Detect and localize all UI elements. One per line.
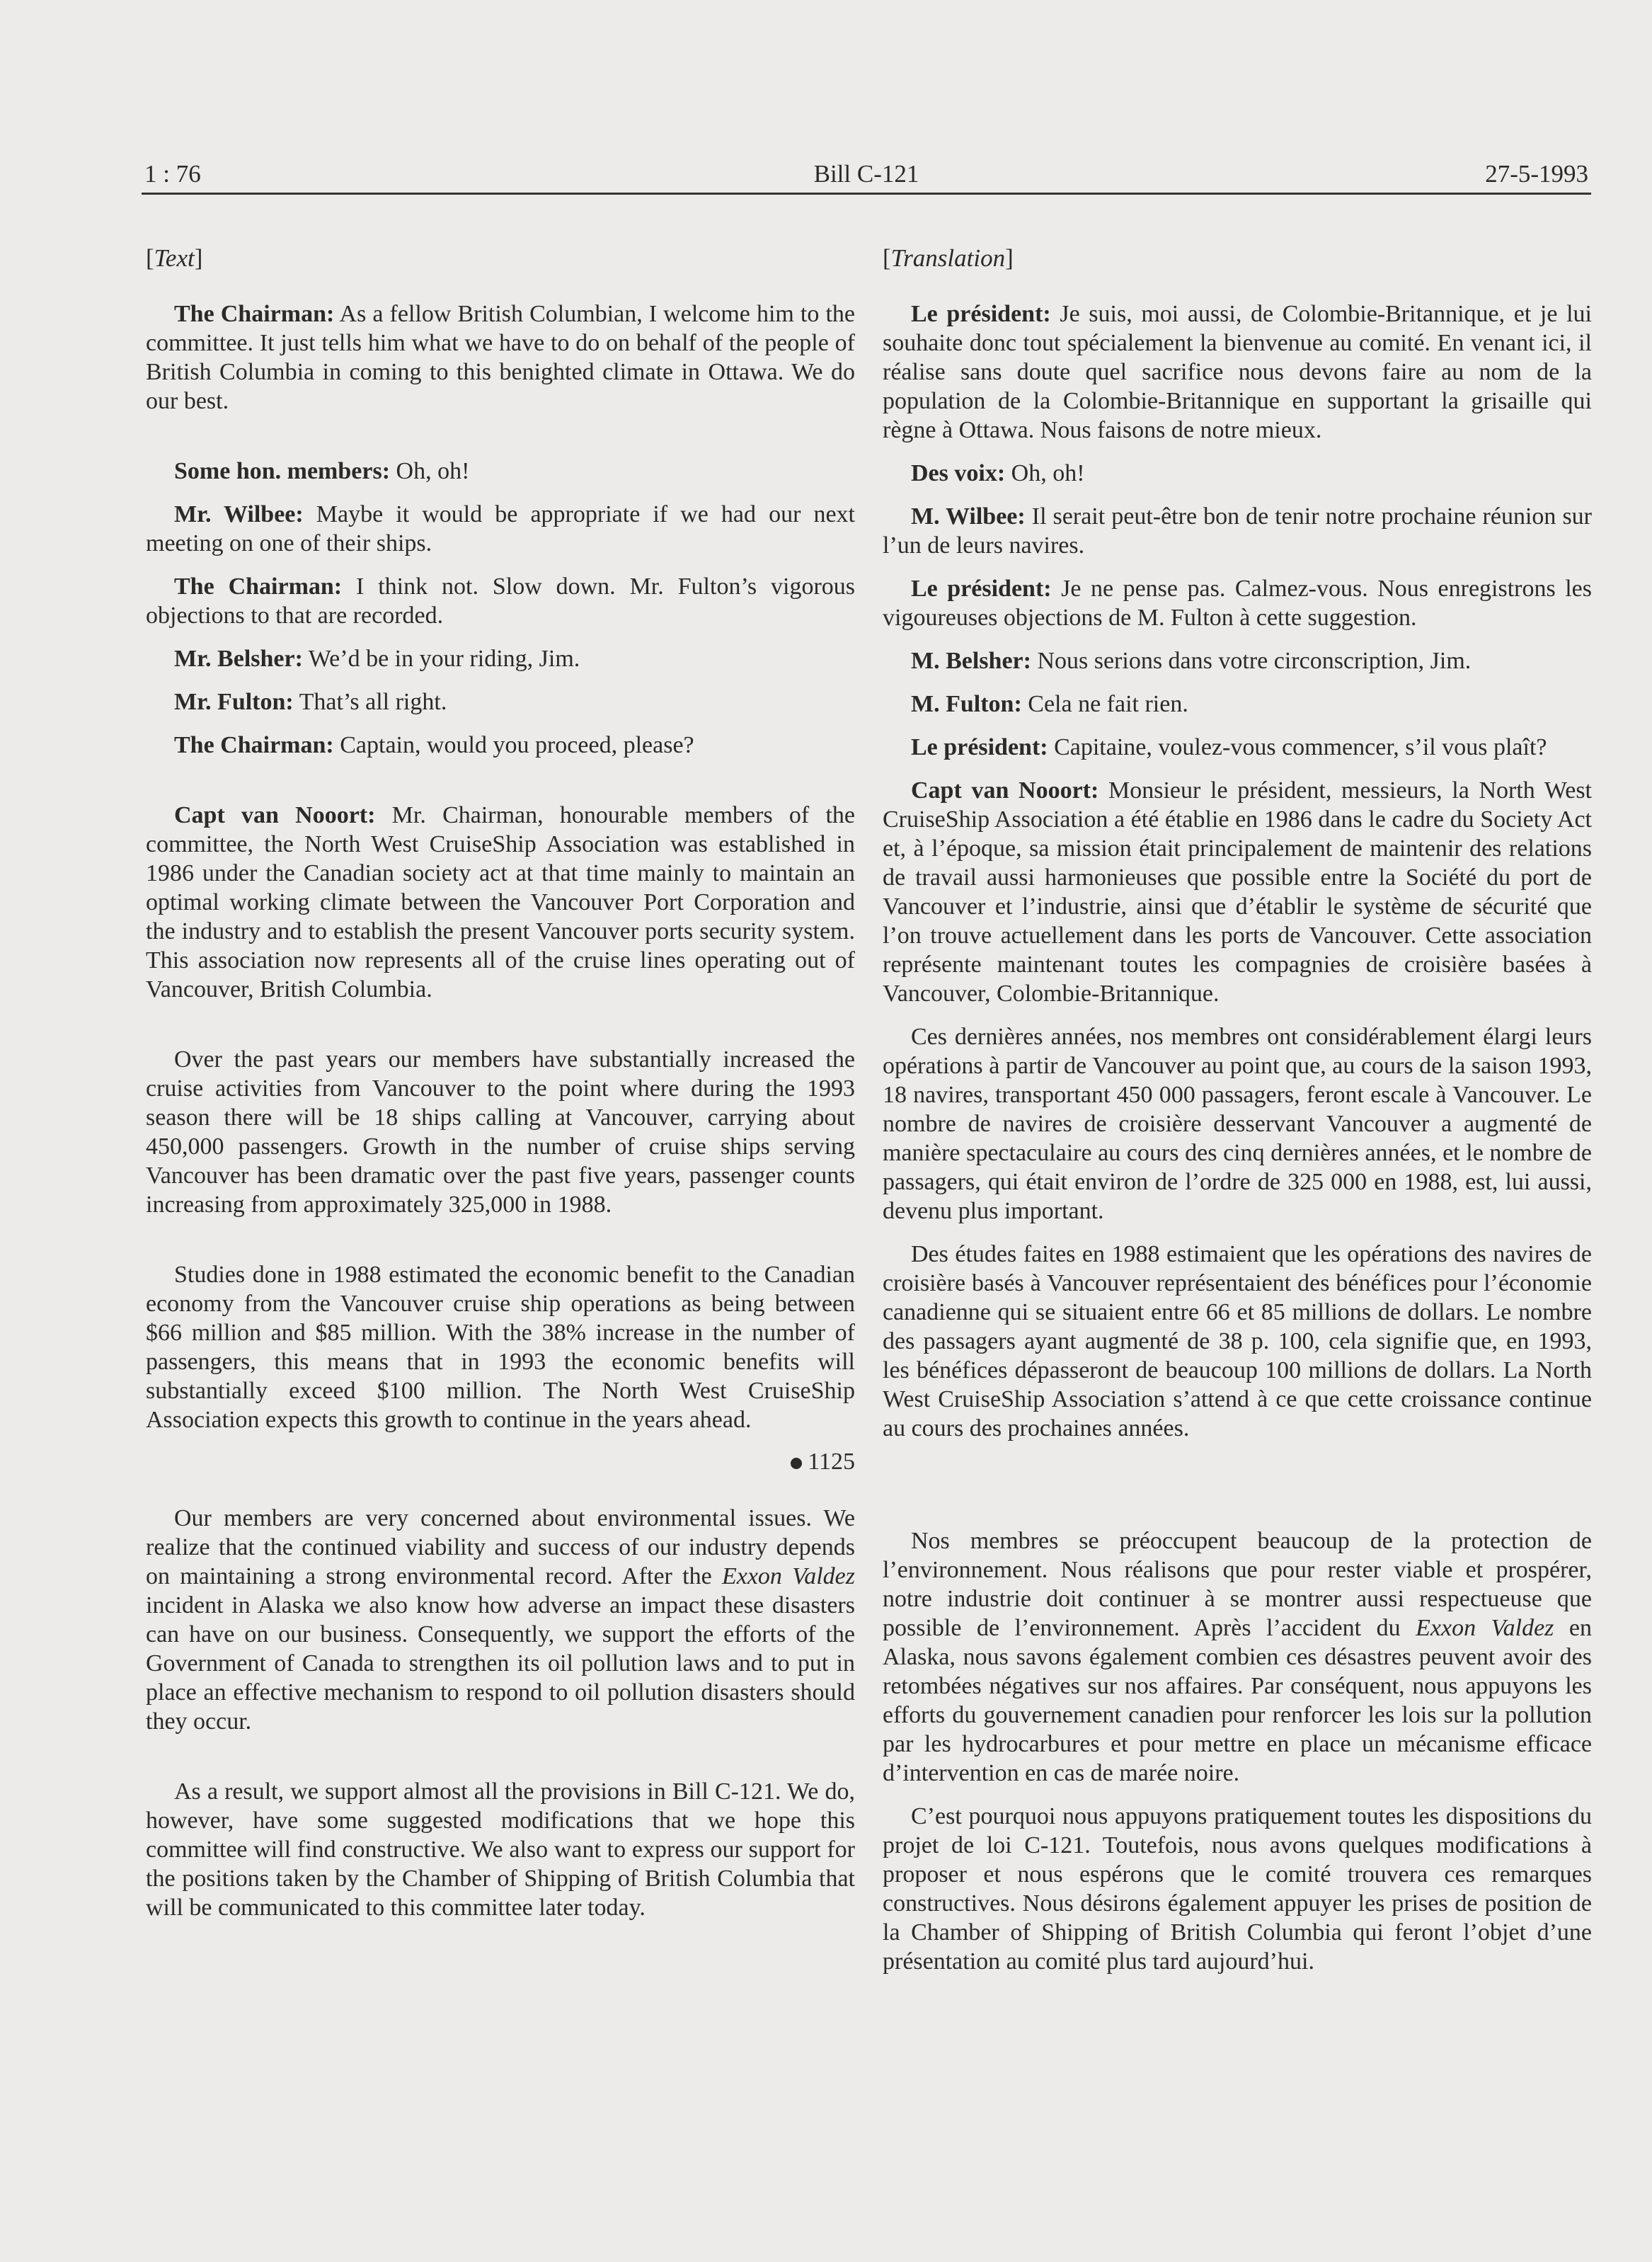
speaker-name: M. Belsher: xyxy=(911,648,1031,674)
speaker-name: Le président: xyxy=(911,301,1051,327)
speaker-name: Mr. Wilbee: xyxy=(174,501,304,527)
french-paragraph: Nos membres se préoccupent beaucoup de la protection de l’environnement. Nous réalisons que pour rester viable et prospérer, notre industrie doit continuer à se montrer aussi respectueuse que possible de l’environnement. Après l’accident du Exxon Valdez en Alaska, nous savons également combien ces désastres peuvent avoir des retombées négatives sur nos affaires. Par conséquent, nous appuyons les efforts du gouvernement canadien pour renforcer les lois sur la pollution par les hydrocarbures et pour mettre en place un mécanisme efficace d’intervention en cas de marée noire. xyxy=(883,1528,1592,1786)
french-paragraph: Capt van Nooort: Monsieur le président, messieurs, la North West CruiseShip Association a été établie en 1986 dans le cadre du Society Act et, à l’époque, sa mission était principalement de maintenir des relations de travail aussi harmonieuses que possible entre la Société du port de Vancouver et l’industrie, ainsi que d’établir le système de sécurité que l’on trouve actuellement dans les ports de Vancouver. Cette association représente maintenant toutes les compagnies de croisière basées à Vancouver, Colombie-Britannique. xyxy=(883,777,1592,1007)
english-paragraph: Our members are very concerned about environmental issues. We realize that the continued viability and success of our industry depends on maintaining a strong environmental record. After the Exxon Valdez incident in Alaska we also know how adverse an impact these disasters can have on our business. Consequently, we support the efforts of the Government of Canada to strengthen its oil pollution laws and to put in place an effective mechanism to respond to oil pollution disasters should they occur. xyxy=(146,1505,855,1735)
french-column xyxy=(883,244,1592,1990)
page-header xyxy=(142,157,1591,195)
english-column xyxy=(146,244,855,1936)
english-paragraph: Over the past years our members have substantially increased the cruise activities from Vancouver to the point where during the 1993 season there will be 18 ships calling at Vancouver, carrying about 450,000 passengers. Growth in the number of cruise ships serving Vancouver has been dramatic over the past five years, passenger counts increasing from approximately 325,000 in 1988. xyxy=(146,1046,855,1218)
french-paragraph: Le président: Capitaine, voulez-vous commencer, s’il vous plaît? xyxy=(911,734,1547,760)
french-paragraph: Des études faites en 1988 estimaient que les opérations des navires de croisière basés à Vancouver représentaient des bénéfices pour l’économie canadienne qui se situaient entre 66 et 85 millions de dollars. Le nombre des passagers ayant augmenté de 38 p. 100, cela signifie que, en 1993, les bénéfices dépasseront de beaucoup 100 millions de dollars. La North West CruiseShip Association s’attend à ce que cette croissance continue au cours des prochaines années. xyxy=(883,1241,1592,1441)
french-paragraph: C’est pourquoi nous appuyons pratiquement toutes les dispositions du projet de loi C-121. Toutefois, nous avons quelques modifications à proposer et nous espérons que le comité trouvera ces remarques constructives. Nous désirons également appuyer les prises de position de la Chamber of Shipping of British Columbia qui feront l’objet d’une présentation au comité plus tard aujourd’hui. xyxy=(883,1803,1592,1975)
french-paragraph: M. Fulton: Cela ne fait rien. xyxy=(911,691,1188,717)
speaker-name: Le président: xyxy=(911,576,1052,602)
english-paragraph: Mr. Fulton: That’s all right. xyxy=(174,689,447,715)
english-paragraph: Capt van Nooort: Mr. Chairman, honourable members of the committee, the North West CruiseShip Association was established in 1986 under the Canadian society act at that time mainly to maintain an optimal working climate between the Vancouver Port Corporation and the industry and to establish the present Vancouver ports security system. This association now represents all of the cruise lines operating out of Vancouver, British Columbia. xyxy=(146,802,855,1003)
speaker-name: The Chairman: xyxy=(174,301,335,327)
column-tag-text: [Text] xyxy=(146,244,203,272)
speaker-name: Des voix: xyxy=(911,460,1006,486)
bullet-icon xyxy=(791,1458,802,1469)
speaker-name: Capt van Nooort: xyxy=(174,802,376,828)
bill-title: Bill C-121 xyxy=(813,160,919,188)
french-paragraph: Le président: Je ne pense pas. Calmez-vous. Nous enregistrons les vigoureuses objections de M. Fulton à cette suggestion. xyxy=(883,576,1593,631)
french-paragraph: M. Wilbee: Il serait peut-être bon de tenir notre prochaine réunion sur l’un de leurs navires. xyxy=(883,503,1593,559)
speaker-name: Mr. Belsher: xyxy=(174,646,303,672)
french-paragraph: Le président: Je suis, moi aussi, de Colombie-Britannique, et je lui souhaite donc tout spécialement la bienvenue au comité. En venant ici, il réalise sans doute quel sacrifice nous devons faire au nom de la population de la Colombie-Britannique en supportant la grisaille qui règne à Ottawa. Nous faisons de notre mieux. xyxy=(883,301,1592,443)
french-paragraph: Ces dernières années, nos membres ont considérablement élargi leurs opérations à partir de Vancouver au point que, au cours de la saison 1993, 18 navires, transportant 450 000 passagers, feront escale à Vancouver. Le nombre de navires de croisière desservant Vancouver a augmenté de manière spectaculaire au cours des cinq dernières années, et le nombre de passagers, qui était environ de l’ordre de 325 000 en 1988, est, lui aussi, devenu plus important. xyxy=(883,1024,1592,1224)
speaker-name: Mr. Fulton: xyxy=(174,689,294,715)
speaker-name: Some hon. members: xyxy=(174,458,391,484)
english-paragraph: Mr. Wilbee: Maybe it would be appropriate if we had our next meeting on one of their ships. xyxy=(146,501,855,556)
time-marker: 1125 xyxy=(146,1449,855,1475)
french-paragraph: M. Belsher: Nous serions dans votre circonscription, Jim. xyxy=(911,648,1472,674)
speaker-name: Capt van Nooort: xyxy=(911,777,1099,804)
column-tag-translation: [Translation] xyxy=(883,244,1014,272)
english-paragraph: Some hon. members: Oh, oh! xyxy=(174,458,470,484)
speaker-name: Le président: xyxy=(911,734,1048,760)
english-paragraph: The Chairman: As a fellow British Columbian, I welcome him to the committee. It just tells him what we have to do on behalf of the people of British Columbia in coming to this benighted climate in Ottawa. We do our best. xyxy=(146,301,855,414)
page-number: 1 : 76 xyxy=(144,160,201,188)
english-paragraph: Studies done in 1988 estimated the economic benefit to the Canadian economy from the Vancouver cruise ship operations as being between $66 million and $85 million. With the 38% increase in the number of passengers, this means that in 1993 the economic benefits will substantially exceed $100 million. The North West CruiseShip Association expects this growth to continue in the years ahead. xyxy=(146,1262,855,1433)
speaker-name: M. Wilbee: xyxy=(911,503,1026,530)
speaker-name: The Chairman: xyxy=(174,732,334,758)
speaker-name: The Chairman: xyxy=(174,573,343,600)
english-paragraph: Mr. Belsher: We’d be in your riding, Jim. xyxy=(174,646,580,672)
english-paragraph: As a result, we support almost all the provisions in Bill C-121. We do, however, have some suggested modifications that we hope this committee will find constructive. We also want to express our support for the positions taken by the Chamber of Shipping of British Columbia that will be communicated to this committee later today. xyxy=(146,1778,855,1921)
speaker-name: M. Fulton: xyxy=(911,691,1022,717)
french-paragraph: Des voix: Oh, oh! xyxy=(911,460,1085,486)
english-paragraph: The Chairman: I think not. Slow down. Mr. Fulton’s vigorous objections to that are recorded. xyxy=(146,573,856,629)
english-paragraph: The Chairman: Captain, would you proceed, please? xyxy=(174,732,694,758)
sitting-date: 27-5-1993 xyxy=(1485,160,1588,188)
